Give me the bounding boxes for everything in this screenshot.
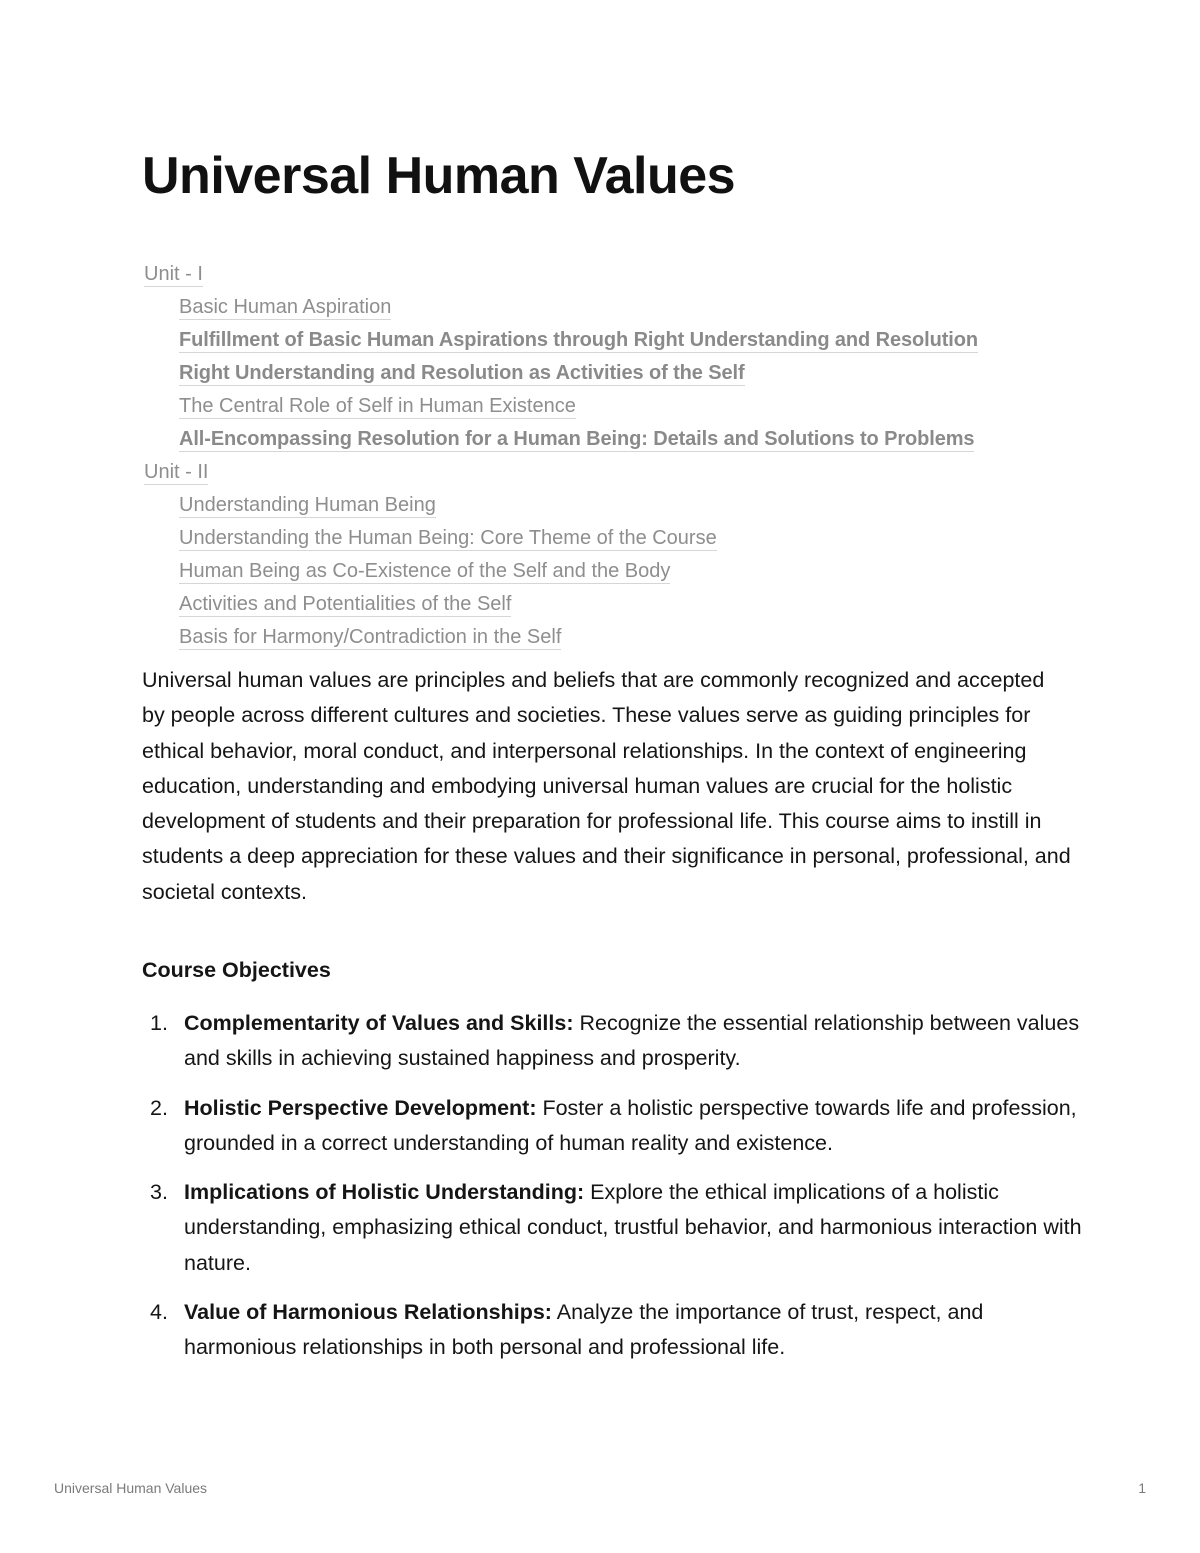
objective-title: Value of Harmonious Relationships:	[184, 1300, 552, 1325]
toc-link-fulfillment-of-aspirations[interactable]: Fulfillment of Basic Human Aspirations through Right Understanding and Resolution	[179, 329, 978, 351]
toc-unit-1	[144, 258, 1084, 291]
course-objectives-list	[142, 1006, 1082, 1380]
intro-paragraph: Universal human values are principles and beliefs that are commonly recognized and accepted by people across different cultures and societies. These values serve as guiding principles for ethical behavior, moral conduct, and interpersonal relationships. In the context of engineering education, understanding and embodying universal human values are crucial for the holistic development of students and their preparation for professional life. This course aims to instill in students a deep appreciation for these values and their significance in personal, professional, and societal contexts.	[142, 668, 1071, 904]
toc-link-central-role-of-self[interactable]: The Central Role of Self in Human Existence	[179, 395, 576, 417]
objective-number: 3.	[150, 1180, 168, 1205]
toc-item	[144, 621, 1084, 654]
toc-unit-2	[144, 456, 1084, 489]
objective-item	[142, 1175, 1082, 1281]
objective-text: Recognize the essential relationship between values and skills in achieving sustained happiness and prosperity.	[184, 1011, 1080, 1071]
toc-link-right-understanding-activities[interactable]: Right Understanding and Resolution as Activities of the Self	[179, 362, 745, 384]
toc-link-basic-human-aspiration[interactable]: Basic Human Aspiration	[179, 296, 392, 318]
toc-item	[144, 324, 1084, 357]
objective-number: 4.	[150, 1300, 168, 1325]
toc-item	[144, 390, 1084, 423]
toc-link-unit-2[interactable]: Unit - II	[144, 461, 209, 483]
footer-page-number: 1	[1138, 1480, 1146, 1496]
toc-link-unit-1[interactable]: Unit - I	[144, 263, 203, 285]
toc-item	[144, 489, 1084, 522]
toc-item	[144, 522, 1084, 555]
toc-link-co-existence-self-body[interactable]: Human Being as Co-Existence of the Self and the Body	[179, 560, 671, 582]
toc-item	[144, 357, 1084, 390]
objective-item	[142, 1295, 1082, 1366]
toc-item	[144, 291, 1084, 324]
objective-number: 1.	[150, 1011, 168, 1035]
table-of-contents	[144, 258, 1084, 654]
objective-text: Analyze the importance of trust, respect, and harmonious relationships in both personal and professional life.	[184, 1300, 984, 1360]
objective-text: Explore the ethical implications of a holistic understanding, emphasizing ethical conduct, trustful behavior, and harmonious interaction with nature.	[184, 1180, 1082, 1275]
toc-link-core-theme[interactable]: Understanding the Human Being: Core Theme of the Course	[179, 527, 717, 549]
objective-title: Holistic Perspective Development:	[184, 1095, 537, 1120]
toc-link-activities-potentialities[interactable]: Activities and Potentialities of the Self	[179, 593, 512, 615]
toc-link-all-encompassing-resolution[interactable]: All-Encompassing Resolution for a Human Being: Details and Solutions to Problems	[179, 428, 975, 450]
toc-item	[144, 555, 1084, 588]
toc-link-understanding-human-being[interactable]: Understanding Human Being	[179, 494, 436, 516]
objective-title: Implications of Holistic Understanding:	[184, 1180, 585, 1205]
toc-item	[144, 423, 1084, 456]
toc-link-harmony-contradiction[interactable]: Basis for Harmony/Contradiction in the Self	[179, 626, 562, 648]
toc-item	[144, 588, 1084, 621]
objective-item	[142, 1091, 1082, 1162]
objective-title: Complementarity of Values and Skills:	[184, 1011, 574, 1035]
objective-item	[142, 1006, 1082, 1077]
objective-text: Foster a holistic perspective towards life and profession, grounded in a correct understanding of human reality and existence.	[184, 1095, 1077, 1155]
objective-number: 2.	[150, 1095, 168, 1120]
course-objectives-heading: Course Objectives	[142, 958, 331, 982]
page-title: Universal Human Values	[142, 147, 736, 205]
footer-document-title: Universal Human Values	[54, 1480, 208, 1496]
